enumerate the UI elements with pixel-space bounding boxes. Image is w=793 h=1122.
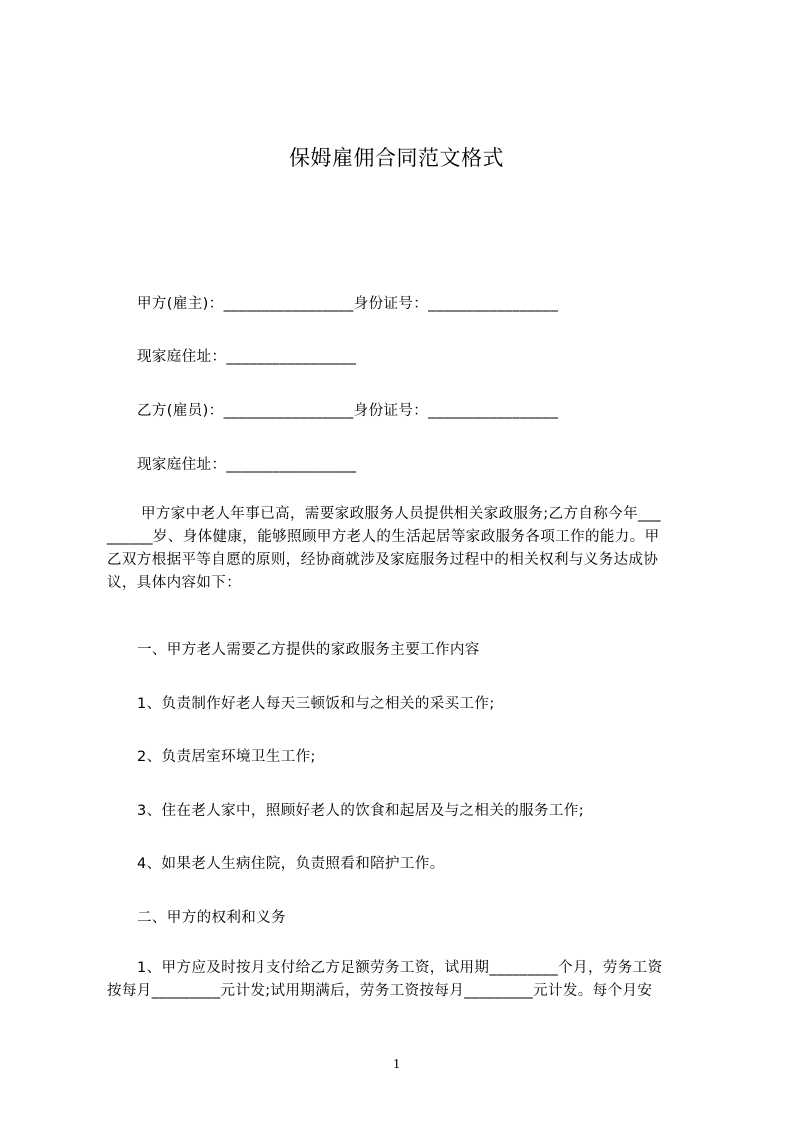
paragraph-line: 按每月_________元计发;试用期满后，劳务工资按每月_________元计发。每个月安 bbox=[107, 983, 653, 999]
section-1-heading: 一、甲方老人需要乙方提供的家政服务主要工作内容 bbox=[137, 642, 480, 658]
party-a-address-field: 现家庭住址：_________________ bbox=[137, 349, 357, 365]
section-1-item-2: 2、负责居室环境卫生工作; bbox=[137, 749, 316, 765]
section-2-heading: 二、甲方的权利和义务 bbox=[137, 910, 286, 926]
section-1-item-4: 4、如果老人生病住院，负责照看和陪护工作。 bbox=[137, 856, 445, 872]
document-title: 保姆雇佣合同范文格式 bbox=[289, 146, 504, 170]
party-b-field: 乙方(雇员)：_________________身份证号：_________________ bbox=[137, 403, 559, 419]
intro-paragraph bbox=[107, 503, 703, 595]
section-1-item-1: 1、负责制作好老人每天三顿饭和与之相关的采买工作; bbox=[137, 696, 495, 712]
paragraph-line: 1、甲方应及时按月支付给乙方足额劳务工资，试用期_________个月，劳务工资 bbox=[137, 960, 663, 976]
party-a-field: 甲方(雇主)：_________________身份证号：_________________ bbox=[137, 296, 559, 312]
page-number: 1 bbox=[393, 1057, 400, 1072]
section-1-item-3: 3、住在老人家中，照顾好老人的饮食和起居及与之相关的服务工作; bbox=[137, 803, 585, 819]
intro-line: 甲方家中老人年事已高，需要家政服务人员提供相关家政服务;乙方自称今年___ bbox=[141, 506, 661, 522]
intro-line: 议，具体内容如下： bbox=[107, 575, 242, 591]
party-b-address-field: 现家庭住址：_________________ bbox=[137, 457, 357, 473]
section-2-paragraph-1 bbox=[107, 957, 703, 1003]
intro-line: 乙双方根据平等自愿的原则，经协商就涉及家庭服务过程中的相关权利与义务达成协 bbox=[107, 552, 659, 568]
intro-line: ______岁、身体健康，能够照顾甲方老人的生活起居等家政服务各项工作的能力。甲 bbox=[107, 529, 660, 545]
